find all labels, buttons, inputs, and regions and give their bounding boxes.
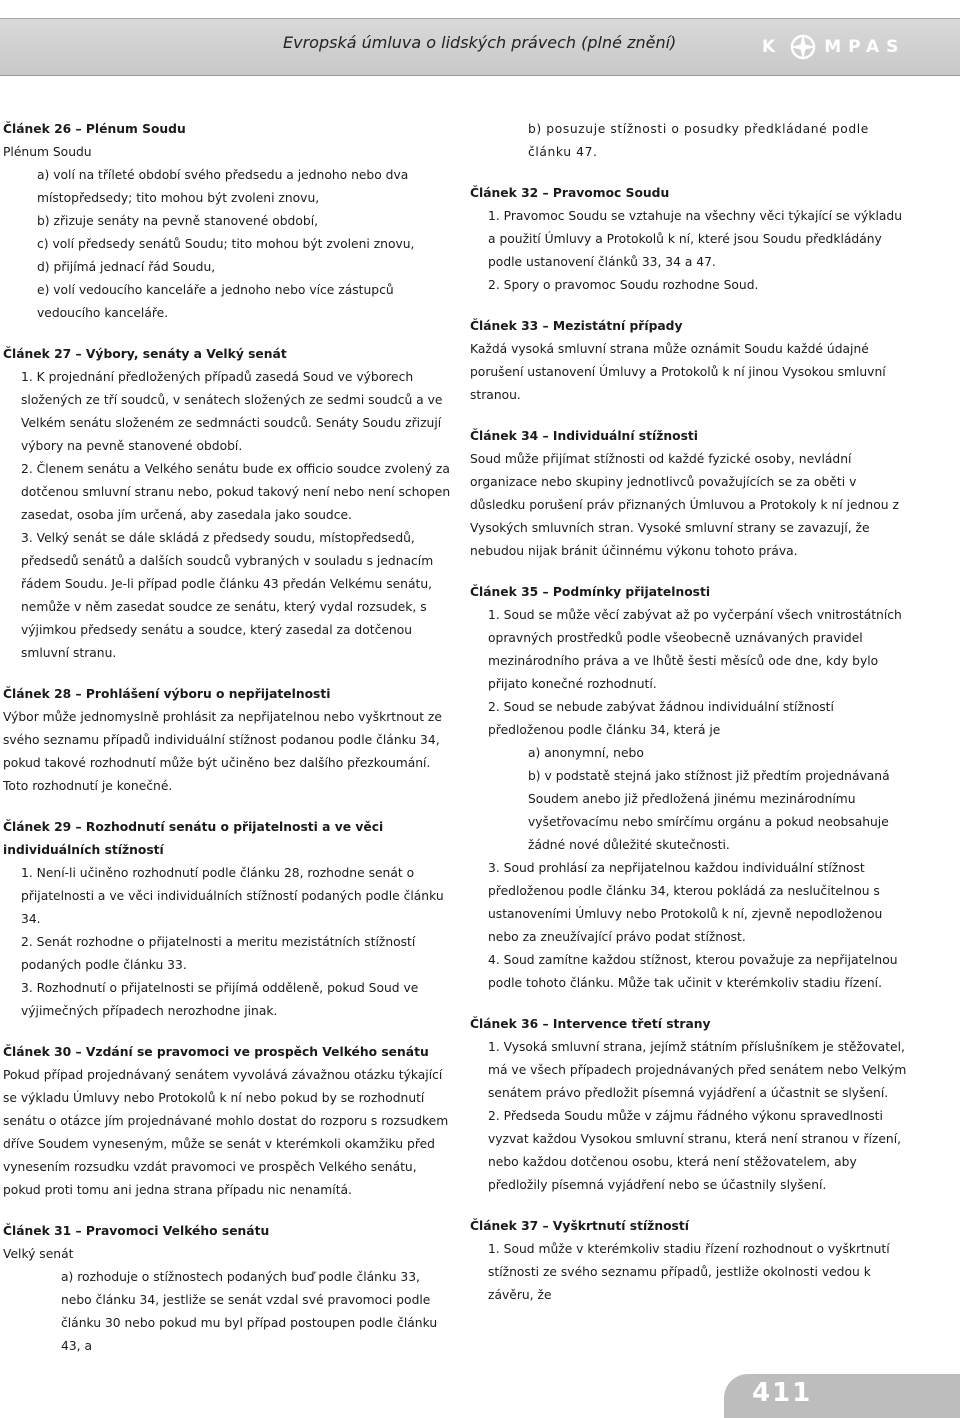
article-34-heading: Článek 34 – Individuální stížnosti xyxy=(470,429,698,443)
article-37-item: 1. Soud může v kterémkoliv stadiu řízení rozhodnout o vyškrtnutí stížnosti ze svého seznamu případů, jestliže okolnosti vedou k závěru, že xyxy=(488,1242,890,1302)
article-35-subitem: b) v podstatě stejná jako stížnost již předtím projednávaná Soudem anebo již předložená jinému mezinárodnímu vyšetřovacímu nebo smírčímu orgánu a pokud neobsahuje žádné nové důležité skutečnosti. xyxy=(528,769,890,852)
left-column xyxy=(3,118,451,1358)
article-27-heading: Článek 27 – Výbory, senáty a Velký senát xyxy=(3,347,287,361)
article-35-item: 1. Soud se může věcí zabývat až po vyčerpání všech vnitrostátních opravných prostředků podle všeobecně uznávaných pravidel mezinárodního práva a ve lhůtě šesti měsíců ode dne, kdy bylo přijato konečné rozhodnutí. xyxy=(488,608,902,691)
logo-letters-mpas: MPAS xyxy=(824,37,906,57)
article-26-item: b) zřizuje senáty na pevně stanovené období, xyxy=(37,214,319,228)
article-26-intro: Plénum Soudu xyxy=(3,145,92,159)
document-title: Evropská úmluva o lidských právech (plné znění) xyxy=(283,33,677,52)
article-35-item: 4. Soud zamítne každou stížnost, kterou považuje za nepřijatelnou podle tohoto článku. Může tak učinit v kterémkoliv stadiu řízení. xyxy=(488,953,898,990)
article-31-intro: Velký senát xyxy=(3,1247,74,1261)
article-26-heading: Článek 26 – Plénum Soudu xyxy=(3,122,186,136)
article-36-item: 2. Předseda Soudu může v zájmu řádného výkonu spravedlnosti vyzvat každou Vysokou smluvní stranu, která není stranou v řízení, nebo každou dotčenou osobu, která není stěžovatelem, aby předložily písemná vyjádření nebo se účastnily slyšení. xyxy=(488,1109,902,1192)
kompas-logo xyxy=(762,35,952,59)
article-30-heading: Článek 30 – Vzdání se pravomoci ve prospěch Velkého senátu xyxy=(3,1045,429,1059)
article-37-heading: Článek 37 – Vyškrtnutí stížností xyxy=(470,1219,689,1233)
article-26-item: a) volí na tříleté období svého předsedu a jednoho nebo dva místopředsedy; tito mohou být zvoleni znovu, xyxy=(37,168,409,205)
article-33-heading: Článek 33 – Mezistátní případy xyxy=(470,319,683,333)
article-29-heading: Článek 29 – Rozhodnutí senátu o přijatelnosti a ve věci individuálních stížností xyxy=(3,820,384,857)
article-34-text: Soud může přijímat stížnosti od každé fyzické osoby, nevládní organizace nebo skupiny jednotlivců považujících se za oběti v důsledku porušení práv přiznaných Úmluvou a Protokoly k ní jednou z Vysokých smluvních stran. Vysoké smluvní strany se zavazují, že nebudou nijak bránit účinnému výkonu tohoto práva. xyxy=(470,452,899,558)
article-31-item: a) rozhoduje o stížnostech podaných buď podle článku 33, nebo článku 34, jestliže se senát vzdal své pravomoci podle článku 30 nebo pokud mu byl případ postoupen podle článku 43, a xyxy=(61,1270,438,1353)
article-27-item: 3. Velký senát se dále skládá z předsedy soudu, místopředsedů, předsedů senátů a dalších soudců vybraných v souladu s jednacím řádem Soudu. Je-li případ podle článku 43 předán Velkému senátu, nemůže v něm zasedat soudce ze senátu, který vydal rozsudek, s výjimkou předsedy senátu a soudce, který zasedal za dotčenou smluvní stranu. xyxy=(21,531,434,660)
article-32-heading: Článek 32 – Pravomoc Soudu xyxy=(470,186,670,200)
article-36-item: 1. Vysoká smluvní strana, jejímž státním příslušníkem je stěžovatel, má ve všech případech projednávaných před senátem nebo Velkým senátem právo předložit písemná vyjádření a účastnit se slyšení. xyxy=(488,1040,907,1100)
logo-letter-k: K xyxy=(762,37,783,57)
article-29-item: 2. Senát rozhodne o přijatelnosti a meritu mezistátních stížností podaných podle článku 33. xyxy=(21,935,416,972)
page-number: 411 xyxy=(752,1378,813,1408)
article-29-item: 1. Není-li učiněno rozhodnutí podle článku 28, rozhodne senát o přijatelnosti a ve věci individuálních stížností podaných podle článku 34. xyxy=(21,866,444,926)
article-29-item: 3. Rozhodnutí o přijatelnosti se přijímá odděleně, pokud Soud ve výjimečných případech nerozhodne jinak. xyxy=(21,981,419,1018)
article-26-item: d) přijímá jednací řád Soudu, xyxy=(37,260,216,274)
article-31-item: b) posuzuje stížnosti o posudky předkládané podle článku 47. xyxy=(528,122,869,159)
article-26-item: e) volí vedoucího kanceláře a jednoho nebo více zástupců vedoucího kanceláře. xyxy=(37,283,394,320)
article-28-text: Výbor může jednomyslně prohlásit za nepřijatelnou nebo vyškrtnout ze svého seznamu případů individuální stížnost podanou podle článku 34, pokud takové rozhodnutí může být učiněno bez dalšího přezkoumání. Toto rozhodnutí je konečné. xyxy=(3,710,442,793)
article-28-heading: Článek 28 – Prohlášení výboru o nepřijatelnosti xyxy=(3,687,331,701)
article-35-heading: Článek 35 – Podmínky přijatelnosti xyxy=(470,585,711,599)
article-27-item: 2. Členem senátu a Velkého senátu bude ex officio soudce zvolený za dotčenou smluvní stranu nebo, pokud takový není nebo není schopen zasedat, osoba jím určená, aby zasedala jako soudce. xyxy=(21,462,451,522)
article-35-item: 3. Soud prohlásí za nepřijatelnou každou individuální stížnost předloženou podle článku 34, kterou pokládá za neslučitelnou s ustanoveními Úmluvy nebo Protokolů k ní, zjevně nepodloženou nebo za zneužívající právo podat stížnost. xyxy=(488,861,883,944)
article-33-text: Každá vysoká smluvní strana může oznámit Soudu každé údajné porušení ustanovení Úmluvy a Protokolů k ní jinou Vysokou smluvní stranou. xyxy=(470,342,886,402)
article-27-item: 1. K projednání předložených případů zasedá Soud ve výborech složených ze tří soudců, v senátech složených ze sedmi soudců a ve Velkém senátu složeném ze sedmnácti soudců. Senáty Soudu zřizují výbory na pevně stanovené období. xyxy=(21,370,443,453)
compass-icon xyxy=(788,32,818,62)
article-32-item: 1. Pravomoc Soudu se vztahuje na všechny věci týkající se výkladu a použití Úmluvy a Protokolů k ní, které jsou Soudu předkládány podle ustanovení článků 33, 34 a 47. xyxy=(488,209,902,269)
article-30-text: Pokud případ projednávaný senátem vyvolává závažnou otázku týkající se výkladu Úmluvy nebo Protokolů k ní nebo pokud by se rozhodnutí senátu o otázce jím projednávané mohlo dostat do rozporu s rozsudkem dříve Soudem vyneseným, může se senát v kterémkoli okamžiku před vynesením rozsudku vzdát pravomoci ve prospěch Velkého senátu, pokud proti tomu ani jedna strana případu nic nenamítá. xyxy=(3,1068,449,1197)
article-35-item: 2. Soud se nebude zabývat žádnou individuální stížností předloženou podle článku 34, která je xyxy=(488,700,834,737)
article-35-subitem: a) anonymní, nebo xyxy=(528,746,644,760)
article-31-heading: Článek 31 – Pravomoci Velkého senátu xyxy=(3,1224,270,1238)
article-32-item: 2. Spory o pravomoc Soudu rozhodne Soud. xyxy=(488,278,759,292)
right-column xyxy=(470,118,912,1307)
article-36-heading: Článek 36 – Intervence třetí strany xyxy=(470,1017,711,1031)
article-26-item: c) volí předsedy senátů Soudu; tito mohou být zvoleni znovu, xyxy=(37,237,415,251)
